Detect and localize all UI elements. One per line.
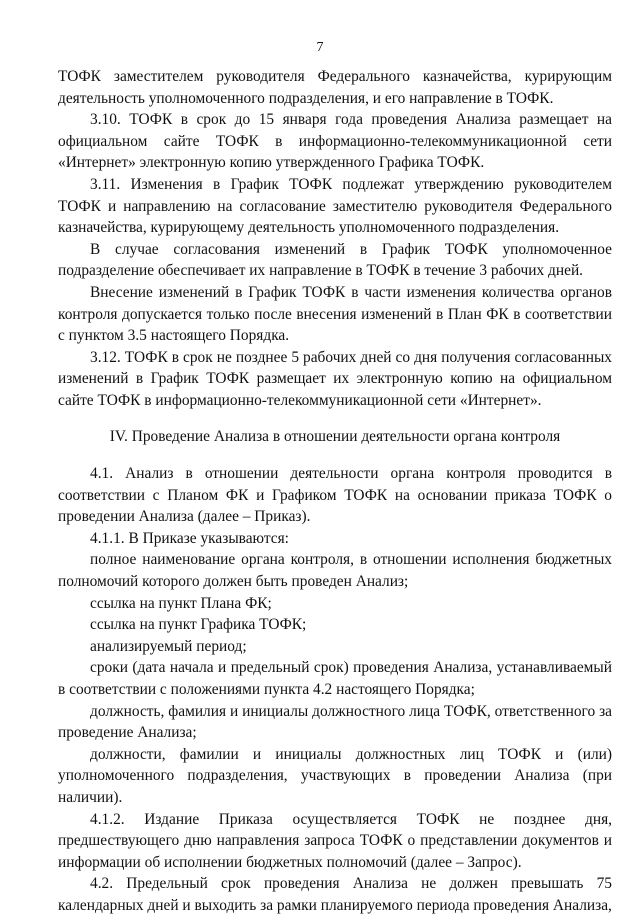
document-body — [58, 66, 612, 917]
paragraph-4-1: 4.1. Анализ в отношении деятельности органа контроля проводится в соответствии с Планом ФК и Графиком ТОФК на основании приказа ТОФК о проведении Анализа (далее – Приказ). — [58, 465, 612, 526]
paragraph-3-10: 3.10. ТОФК в срок до 15 января года проведения Анализа размещает на официальном сайте ТОФК в информационно-телекоммуникационной сети «Интернет» электронную копию утвержденного Графика ТОФК. — [58, 111, 612, 172]
paragraph-continuation: ТОФК заместителем руководителя Федерального казначейства, курирующим деятельность уполномоченного подразделения, и его направление в ТОФК. — [58, 68, 612, 107]
list-item-organ-name: полное наименование органа контроля, в отношении исполнения бюджетных полномочий которого должен быть проведен Анализ; — [58, 551, 612, 591]
list-item-schedule-ref: ссылка на пункт Графика ТОФК; — [90, 616, 307, 634]
paragraph-3-11-approval: В случае согласования изменений в График ТОФК уполномоченное подразделение обеспечивает их направление в ТОФК в течение 3 рабочих дней. — [58, 240, 612, 280]
list-item-period: анализируемый период; — [90, 637, 247, 655]
list-item-deadlines: сроки (дата начала и предельный срок) проведения Анализа, устанавливаемый в соответствии с положениями пункта 4.2 настоящего Порядка; — [58, 659, 612, 699]
list-item-responsible: должность, фамилия и инициалы должностного лица ТОФК, ответственного за проведение Анализа; — [58, 702, 612, 742]
list-item-plan-ref: ссылка на пункт Плана ФК; — [90, 594, 272, 612]
paragraph-3-12: 3.12. ТОФК в срок не позднее 5 рабочих дней со дня получения согласованных изменений в График ТОФК размещает их электронную копию на официальном сайте ТОФК в информационно-телекоммуникационной сети «Интернет». — [58, 348, 612, 409]
paragraph-4-1-2: 4.1.2. Издание Приказа осуществляется ТОФК не позднее дня, предшествующего дню направления запроса ТОФК о представлении документов и информации об исполнении бюджетных полномочий (далее – Запрос). — [58, 810, 612, 871]
paragraph-4-1-1: 4.1.1. В Приказе указываются: — [90, 529, 289, 547]
paragraph-4-2: 4.2. Предельный срок проведения Анализа не должен превышать 75 календарных дней и выходить за рамки планируемого периода проведения Анализа, — [58, 875, 612, 914]
paragraph-3-11-changes: Внесение изменений в График ТОФК в части изменения количества органов контроля допускается только после внесения изменений в План ФК в соответствии с пунктом 3.5 настоящего Порядка. — [58, 283, 612, 345]
page-number: 7 — [316, 40, 324, 55]
list-item-participants: должности, фамилии и инициалы должностных лиц ТОФК и (или) уполномоченного подразделения, участвующих в проведении Анализа (при наличии). — [58, 745, 612, 806]
section-heading: IV. Проведение Анализа в отношении деятельности органа контроля — [109, 427, 561, 445]
paragraph-3-11: 3.11. Изменения в График ТОФК подлежат утверждению руководителем ТОФК и направлению на согласование заместителю руководителя Федерального казначейства, курирующему деятельность уполномоченного подразделения. — [58, 175, 612, 237]
